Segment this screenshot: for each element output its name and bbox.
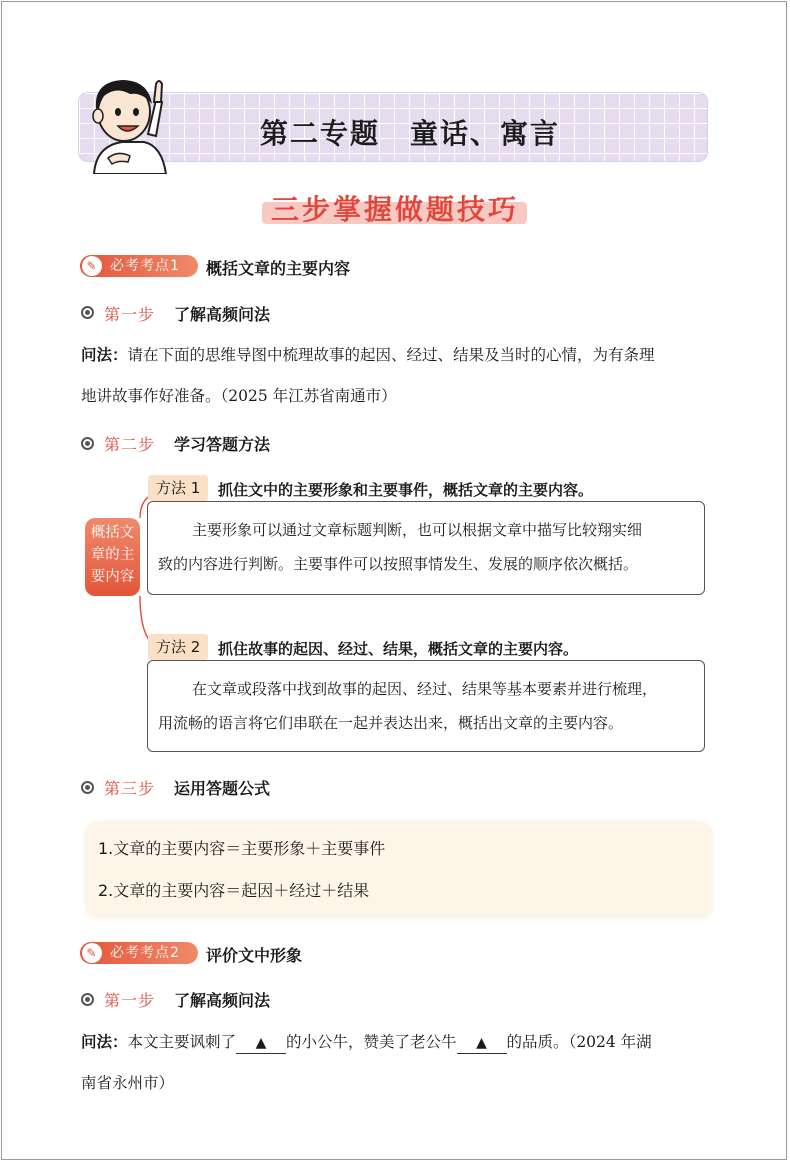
pencil-icon: ✎ bbox=[82, 943, 102, 963]
method1-title: 抓住文中的主要形象和主要事件，概括文章的主要内容。 bbox=[218, 481, 594, 499]
section2-tag bbox=[80, 942, 198, 964]
section2-tag-label: 必考考点2 bbox=[110, 945, 180, 961]
page-title: 第二专题 童话、寓言 bbox=[259, 117, 560, 150]
question-part: 的品质。 bbox=[506, 1033, 569, 1051]
question-part: 的小公牛，赞美了老公牛 bbox=[286, 1033, 457, 1051]
question-part: 本文主要讽刺了 bbox=[127, 1033, 237, 1051]
s2-question-source: 南省永州市） bbox=[81, 1074, 175, 1092]
section1-title: 概括文章的主要内容 bbox=[206, 259, 351, 278]
method1-box bbox=[147, 501, 705, 595]
s2-step1-title: 了解高频问法 bbox=[174, 991, 271, 1010]
method2-line2: 用流畅的语言将它们串联在一起并表达出来，概括出文章的主要内容。 bbox=[158, 714, 624, 732]
section1-tag-label: 必考考点1 bbox=[110, 258, 180, 274]
section2-title: 评价文中形象 bbox=[206, 946, 303, 965]
formula-line: 1.文章的主要内容＝主要形象＋主要事件 bbox=[98, 839, 386, 858]
mindmap-center-line: 要内容 bbox=[90, 569, 135, 585]
method2-box bbox=[147, 660, 705, 752]
method2-title: 抓住故事的起因、经过、结果，概括文章的主要内容。 bbox=[218, 640, 579, 658]
s1-step3-label: 第三步 bbox=[104, 779, 156, 798]
method2-tag: 方法 2 bbox=[148, 634, 208, 660]
method1-line1: 主要形象可以通过文章标题判断，也可以根据文章中描写比较翔实细 bbox=[192, 521, 643, 539]
step-bullet-icon bbox=[81, 993, 94, 1006]
mindmap-center bbox=[85, 518, 140, 596]
pencil-icon: ✎ bbox=[82, 256, 102, 276]
question-prefix: 问法： bbox=[81, 346, 128, 364]
method2-line1: 在文章或段落中找到故事的起因、经过、结果等基本要素并进行梳理， bbox=[192, 680, 658, 698]
s2-step1-label: 第一步 bbox=[104, 991, 156, 1010]
answer-blank: ▲ bbox=[457, 1033, 507, 1054]
mindmap-center-line: 概括文 bbox=[90, 525, 135, 541]
method1-tag: 方法 1 bbox=[148, 475, 208, 501]
subtitle: 三步掌握做题技巧 bbox=[270, 193, 519, 226]
method1-line2: 致的内容进行判断。主要事件可以按照事情发生、发展的顺序依次概括。 bbox=[158, 555, 639, 573]
step-bullet-icon bbox=[81, 781, 94, 794]
question-line2: 地讲故事作好准备。 bbox=[81, 387, 221, 405]
mindmap-center-line: 章的主 bbox=[90, 547, 135, 563]
answer-blank: ▲ bbox=[236, 1033, 286, 1054]
s1-step1-title: 了解高频问法 bbox=[174, 305, 271, 324]
question-line1: 请在下面的思维导图中梳理故事的起因、经过、结果及当时的心情，为有条理 bbox=[127, 346, 655, 364]
formula-line: 2.文章的主要内容＝起因＋经过＋结果 bbox=[98, 881, 370, 900]
s1-step2-title: 学习答题方法 bbox=[174, 435, 271, 454]
s1-step1-label: 第一步 bbox=[104, 305, 156, 324]
s2-question bbox=[81, 1032, 731, 1054]
s1-step2-label: 第二步 bbox=[104, 435, 156, 454]
s1-step3-title: 运用答题公式 bbox=[174, 779, 271, 798]
question-prefix: 问法： bbox=[81, 1033, 128, 1051]
question-source: （2025 年江苏省南通市） bbox=[220, 387, 397, 405]
question-source: （2024 年湖 bbox=[568, 1033, 652, 1051]
